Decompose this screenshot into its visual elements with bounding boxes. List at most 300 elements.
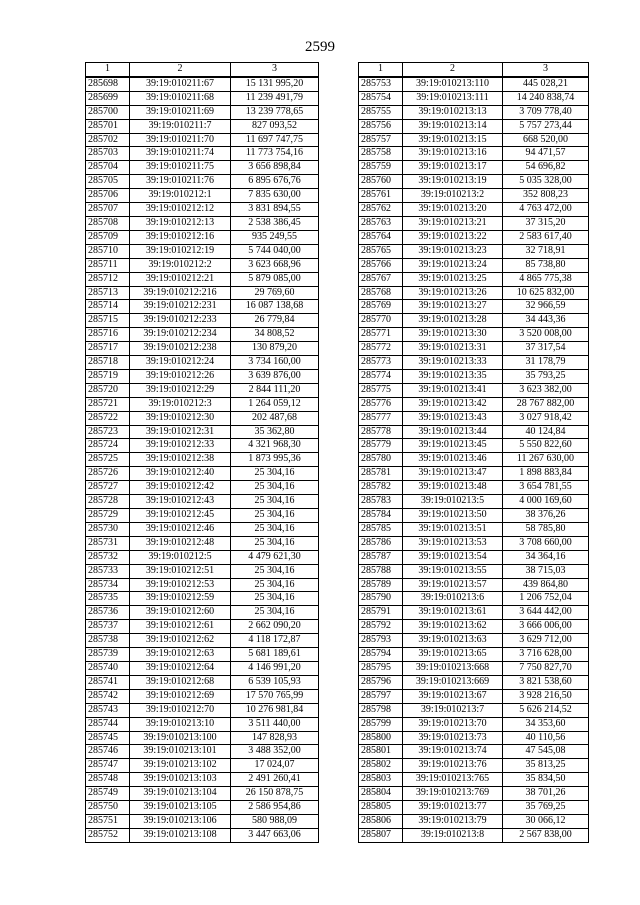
value-cell: 58 785,80 xyxy=(503,522,589,536)
table-row xyxy=(86,745,319,759)
value-cell: 25 304,16 xyxy=(231,592,319,606)
cadastral-number-cell: 39:19:010213:765 xyxy=(403,773,503,787)
record-number-cell: 285732 xyxy=(86,550,130,564)
table-row xyxy=(86,300,319,314)
table-row xyxy=(86,606,319,620)
cadastral-number-cell: 39:19:010212:53 xyxy=(130,578,231,592)
cadastral-number-cell: 39:19:010212:33 xyxy=(130,439,231,453)
record-number-cell: 285789 xyxy=(359,578,403,592)
table-row xyxy=(359,91,589,105)
record-number-cell: 285728 xyxy=(86,495,130,509)
cadastral-number-cell: 39:19:010213:6 xyxy=(403,592,503,606)
cadastral-number-cell: 39:19:010213:16 xyxy=(403,147,503,161)
record-number-cell: 285753 xyxy=(359,77,403,91)
cadastral-number-cell: 39:19:010212:29 xyxy=(130,383,231,397)
cadastral-number-cell: 39:19:010213:104 xyxy=(130,787,231,801)
value-cell: 130 879,20 xyxy=(231,342,319,356)
value-cell: 2 586 954,86 xyxy=(231,801,319,815)
table-row xyxy=(359,453,589,467)
cadastral-number-cell: 39:19:010212:59 xyxy=(130,592,231,606)
record-number-cell: 285805 xyxy=(359,801,403,815)
record-number-cell: 285771 xyxy=(359,328,403,342)
value-cell: 4 479 621,30 xyxy=(231,550,319,564)
data-table-left-body xyxy=(86,63,319,843)
value-cell: 3 027 918,42 xyxy=(503,411,589,425)
value-cell: 5 681 189,61 xyxy=(231,648,319,662)
value-cell: 3 511 440,00 xyxy=(231,717,319,731)
table-row xyxy=(359,272,589,286)
value-cell: 85 738,80 xyxy=(503,258,589,272)
value-cell: 4 000 169,60 xyxy=(503,495,589,509)
value-cell: 34 364,16 xyxy=(503,550,589,564)
record-number-cell: 285726 xyxy=(86,467,130,481)
record-number-cell: 285754 xyxy=(359,91,403,105)
value-cell: 37 317,54 xyxy=(503,342,589,356)
table-row xyxy=(359,620,589,634)
table-row xyxy=(359,397,589,411)
cadastral-number-cell: 39:19:010213:45 xyxy=(403,439,503,453)
value-cell: 5 757 273,44 xyxy=(503,119,589,133)
cadastral-number-cell: 39:19:010212:31 xyxy=(130,425,231,439)
record-number-cell: 285765 xyxy=(359,244,403,258)
table-row xyxy=(359,328,589,342)
table-row xyxy=(86,550,319,564)
column-header-1: 1 xyxy=(359,63,403,77)
value-cell: 5 626 214,52 xyxy=(503,703,589,717)
value-cell: 3 623 668,96 xyxy=(231,258,319,272)
cadastral-number-cell: 39:19:010212:16 xyxy=(130,230,231,244)
data-table-left xyxy=(85,62,319,843)
table-row xyxy=(359,814,589,828)
record-number-cell: 285733 xyxy=(86,564,130,578)
value-cell: 17 024,07 xyxy=(231,759,319,773)
record-number-cell: 285747 xyxy=(86,759,130,773)
data-table-right xyxy=(358,62,589,843)
cadastral-number-cell: 39:19:010211:74 xyxy=(130,147,231,161)
record-number-cell: 285749 xyxy=(86,787,130,801)
cadastral-number-cell: 39:19:010212:12 xyxy=(130,203,231,217)
cadastral-number-cell: 39:19:010213:110 xyxy=(403,77,503,91)
value-cell: 35 769,25 xyxy=(503,801,589,815)
table-row xyxy=(86,592,319,606)
value-cell: 935 249,55 xyxy=(231,230,319,244)
record-number-cell: 285795 xyxy=(359,661,403,675)
cadastral-number-cell: 39:19:010213:101 xyxy=(130,745,231,759)
table-row xyxy=(359,648,589,662)
table-row xyxy=(86,814,319,828)
table-row xyxy=(359,119,589,133)
cadastral-number-cell: 39:19:010213:48 xyxy=(403,481,503,495)
record-number-cell: 285784 xyxy=(359,509,403,523)
cadastral-number-cell: 39:19:010213:22 xyxy=(403,230,503,244)
cadastral-number-cell: 39:19:010212:62 xyxy=(130,634,231,648)
value-cell: 11 773 754,16 xyxy=(231,147,319,161)
value-cell: 25 304,16 xyxy=(231,522,319,536)
cadastral-number-cell: 39:19:010213:54 xyxy=(403,550,503,564)
value-cell: 25 304,16 xyxy=(231,481,319,495)
cadastral-number-cell: 39:19:010213:103 xyxy=(130,773,231,787)
cadastral-number-cell: 39:19:010213:41 xyxy=(403,383,503,397)
cadastral-number-cell: 39:19:010212:233 xyxy=(130,314,231,328)
record-number-cell: 285722 xyxy=(86,411,130,425)
cadastral-number-cell: 39:19:010212:64 xyxy=(130,661,231,675)
cadastral-number-cell: 39:19:010213:67 xyxy=(403,689,503,703)
table-row xyxy=(86,203,319,217)
cadastral-number-cell: 39:19:010212:42 xyxy=(130,481,231,495)
column-header-3: 3 xyxy=(231,63,319,77)
value-cell: 5 035 328,00 xyxy=(503,175,589,189)
record-number-cell: 285700 xyxy=(86,105,130,119)
column-header-2: 2 xyxy=(130,63,231,77)
value-cell: 7 835 630,00 xyxy=(231,189,319,203)
table-row xyxy=(86,731,319,745)
record-number-cell: 285721 xyxy=(86,397,130,411)
table-row xyxy=(359,689,589,703)
value-cell: 827 093,52 xyxy=(231,119,319,133)
record-number-cell: 285709 xyxy=(86,230,130,244)
cadastral-number-cell: 39:19:010212:234 xyxy=(130,328,231,342)
table-row xyxy=(86,133,319,147)
value-cell: 1 206 752,04 xyxy=(503,592,589,606)
cadastral-number-cell: 39:19:010213:46 xyxy=(403,453,503,467)
table-row xyxy=(359,356,589,370)
value-cell: 13 239 778,65 xyxy=(231,105,319,119)
table-row xyxy=(86,828,319,842)
cadastral-number-cell: 39:19:010212:43 xyxy=(130,495,231,509)
table-row xyxy=(86,564,319,578)
table-row xyxy=(359,536,589,550)
table-row xyxy=(86,91,319,105)
value-cell: 3 821 538,60 xyxy=(503,675,589,689)
table-row xyxy=(359,801,589,815)
cadastral-number-cell: 39:19:010212:40 xyxy=(130,467,231,481)
cadastral-number-cell: 39:19:010213:108 xyxy=(130,828,231,842)
record-number-cell: 285698 xyxy=(86,77,130,91)
table-row xyxy=(86,216,319,230)
record-number-cell: 285803 xyxy=(359,773,403,787)
record-number-cell: 285770 xyxy=(359,314,403,328)
value-cell: 3 644 442,00 xyxy=(503,606,589,620)
table-row xyxy=(86,773,319,787)
table-row xyxy=(359,105,589,119)
table-row xyxy=(86,481,319,495)
value-cell: 11 267 630,00 xyxy=(503,453,589,467)
cadastral-number-cell: 39:19:010213:111 xyxy=(403,91,503,105)
table-row xyxy=(86,230,319,244)
cadastral-number-cell: 39:19:010212:231 xyxy=(130,300,231,314)
value-cell: 35 793,25 xyxy=(503,369,589,383)
record-number-cell: 285729 xyxy=(86,509,130,523)
value-cell: 1 873 995,36 xyxy=(231,453,319,467)
value-cell: 14 240 838,74 xyxy=(503,91,589,105)
table-row xyxy=(359,773,589,787)
value-cell: 29 769,60 xyxy=(231,286,319,300)
record-number-cell: 285742 xyxy=(86,689,130,703)
table-row xyxy=(359,411,589,425)
cadastral-number-cell: 39:19:010211:75 xyxy=(130,161,231,175)
cadastral-number-cell: 39:19:010213:102 xyxy=(130,759,231,773)
table-row xyxy=(359,481,589,495)
cadastral-number-cell: 39:19:010212:21 xyxy=(130,272,231,286)
cadastral-number-cell: 39:19:010213:21 xyxy=(403,216,503,230)
table-row xyxy=(359,203,589,217)
table-row xyxy=(359,77,589,91)
value-cell: 3 623 382,00 xyxy=(503,383,589,397)
table-row xyxy=(86,634,319,648)
value-cell: 31 178,79 xyxy=(503,356,589,370)
record-number-cell: 285750 xyxy=(86,801,130,815)
table-row xyxy=(86,620,319,634)
table-row xyxy=(359,759,589,773)
value-cell: 3 666 006,00 xyxy=(503,620,589,634)
cadastral-number-cell: 39:19:010213:77 xyxy=(403,801,503,815)
cadastral-number-cell: 39:19:010213:19 xyxy=(403,175,503,189)
table-row xyxy=(86,675,319,689)
table-row xyxy=(359,369,589,383)
table-row xyxy=(86,286,319,300)
cadastral-number-cell: 39:19:010213:24 xyxy=(403,258,503,272)
value-cell: 15 131 995,20 xyxy=(231,77,319,91)
table-row xyxy=(86,175,319,189)
table-row xyxy=(359,286,589,300)
cadastral-number-cell: 39:19:010213:23 xyxy=(403,244,503,258)
record-number-cell: 285702 xyxy=(86,133,130,147)
cadastral-number-cell: 39:19:010213:100 xyxy=(130,731,231,745)
record-number-cell: 285703 xyxy=(86,147,130,161)
table-row xyxy=(86,689,319,703)
cadastral-number-cell: 39:19:010212:13 xyxy=(130,216,231,230)
cadastral-number-cell: 39:19:010212:48 xyxy=(130,536,231,550)
record-number-cell: 285759 xyxy=(359,161,403,175)
cadastral-number-cell: 39:19:010211:76 xyxy=(130,175,231,189)
cadastral-number-cell: 39:19:010212:69 xyxy=(130,689,231,703)
value-cell: 35 834,50 xyxy=(503,773,589,787)
record-number-cell: 285787 xyxy=(359,550,403,564)
record-number-cell: 285785 xyxy=(359,522,403,536)
value-cell: 26 779,84 xyxy=(231,314,319,328)
cadastral-number-cell: 39:19:010212:61 xyxy=(130,620,231,634)
cadastral-number-cell: 39:19:010213:769 xyxy=(403,787,503,801)
value-cell: 1 264 059,12 xyxy=(231,397,319,411)
record-number-cell: 285713 xyxy=(86,286,130,300)
cadastral-number-cell: 39:19:010212:19 xyxy=(130,244,231,258)
record-number-cell: 285757 xyxy=(359,133,403,147)
record-number-cell: 285786 xyxy=(359,536,403,550)
table-row xyxy=(86,105,319,119)
record-number-cell: 285743 xyxy=(86,703,130,717)
data-table-right-body xyxy=(359,63,589,843)
value-cell: 28 767 882,00 xyxy=(503,397,589,411)
cadastral-number-cell: 39:19:010213:50 xyxy=(403,509,503,523)
value-cell: 17 570 765,99 xyxy=(231,689,319,703)
table-row xyxy=(359,564,589,578)
table-row xyxy=(359,717,589,731)
value-cell: 3 928 216,50 xyxy=(503,689,589,703)
table-row xyxy=(359,189,589,203)
record-number-cell: 285756 xyxy=(359,119,403,133)
record-number-cell: 285719 xyxy=(86,369,130,383)
cadastral-number-cell: 39:19:010213:73 xyxy=(403,731,503,745)
value-cell: 147 828,93 xyxy=(231,731,319,745)
cadastral-number-cell: 39:19:010212:68 xyxy=(130,675,231,689)
cadastral-number-cell: 39:19:010211:69 xyxy=(130,105,231,119)
table-row xyxy=(359,606,589,620)
record-number-cell: 285712 xyxy=(86,272,130,286)
table-row xyxy=(86,397,319,411)
record-number-cell: 285791 xyxy=(359,606,403,620)
value-cell: 4 146 991,20 xyxy=(231,661,319,675)
record-number-cell: 285775 xyxy=(359,383,403,397)
cadastral-number-cell: 39:19:010213:668 xyxy=(403,661,503,675)
record-number-cell: 285777 xyxy=(359,411,403,425)
table-row xyxy=(359,509,589,523)
page-number: 2599 xyxy=(305,39,335,55)
record-number-cell: 285717 xyxy=(86,342,130,356)
cadastral-number-cell: 39:19:010213:42 xyxy=(403,397,503,411)
cadastral-number-cell: 39:19:010213:17 xyxy=(403,161,503,175)
value-cell: 6 539 105,93 xyxy=(231,675,319,689)
value-cell: 94 471,57 xyxy=(503,147,589,161)
table-row xyxy=(86,77,319,91)
table-row xyxy=(86,258,319,272)
table-row xyxy=(86,328,319,342)
cadastral-number-cell: 39:19:010212:5 xyxy=(130,550,231,564)
value-cell: 32 718,91 xyxy=(503,244,589,258)
cadastral-number-cell: 39:19:010213:669 xyxy=(403,675,503,689)
table-row xyxy=(359,703,589,717)
record-number-cell: 285738 xyxy=(86,634,130,648)
record-number-cell: 285706 xyxy=(86,189,130,203)
value-cell: 37 315,20 xyxy=(503,216,589,230)
cadastral-number-cell: 39:19:010212:1 xyxy=(130,189,231,203)
cadastral-number-cell: 39:19:010213:20 xyxy=(403,203,503,217)
record-number-cell: 285804 xyxy=(359,787,403,801)
record-number-cell: 285779 xyxy=(359,439,403,453)
cadastral-number-cell: 39:19:010213:33 xyxy=(403,356,503,370)
record-number-cell: 285758 xyxy=(359,147,403,161)
record-number-cell: 285714 xyxy=(86,300,130,314)
record-number-cell: 285735 xyxy=(86,592,130,606)
cadastral-number-cell: 39:19:010213:13 xyxy=(403,105,503,119)
record-number-cell: 285800 xyxy=(359,731,403,745)
table-row xyxy=(86,522,319,536)
record-number-cell: 285790 xyxy=(359,592,403,606)
table-row xyxy=(359,828,589,842)
record-number-cell: 285799 xyxy=(359,717,403,731)
record-number-cell: 285715 xyxy=(86,314,130,328)
value-cell: 445 028,21 xyxy=(503,77,589,91)
table-row xyxy=(359,425,589,439)
value-cell: 439 864,80 xyxy=(503,578,589,592)
cadastral-number-cell: 39:19:010212:51 xyxy=(130,564,231,578)
table-row xyxy=(86,509,319,523)
record-number-cell: 285705 xyxy=(86,175,130,189)
cadastral-number-cell: 39:19:010212:24 xyxy=(130,356,231,370)
cadastral-number-cell: 39:19:010213:26 xyxy=(403,286,503,300)
value-cell: 3 654 781,55 xyxy=(503,481,589,495)
record-number-cell: 285748 xyxy=(86,773,130,787)
cadastral-number-cell: 39:19:010211:70 xyxy=(130,133,231,147)
cadastral-number-cell: 39:19:010213:63 xyxy=(403,634,503,648)
record-number-cell: 285755 xyxy=(359,105,403,119)
table-row xyxy=(359,439,589,453)
cadastral-number-cell: 39:19:010213:44 xyxy=(403,425,503,439)
table-row xyxy=(86,495,319,509)
table-row xyxy=(359,342,589,356)
cadastral-number-cell: 39:19:010213:53 xyxy=(403,536,503,550)
table-row xyxy=(359,661,589,675)
value-cell: 40 110,56 xyxy=(503,731,589,745)
value-cell: 668 520,00 xyxy=(503,133,589,147)
cadastral-number-cell: 39:19:010212:2 xyxy=(130,258,231,272)
cadastral-number-cell: 39:19:010212:38 xyxy=(130,453,231,467)
record-number-cell: 285707 xyxy=(86,203,130,217)
table-row xyxy=(86,356,319,370)
value-cell: 32 966,59 xyxy=(503,300,589,314)
header-row xyxy=(86,63,319,77)
value-cell: 3 831 894,55 xyxy=(231,203,319,217)
cadastral-number-cell: 39:19:010213:61 xyxy=(403,606,503,620)
cadastral-number-cell: 39:19:010213:55 xyxy=(403,564,503,578)
cadastral-number-cell: 39:19:010213:8 xyxy=(403,828,503,842)
value-cell: 10 625 832,00 xyxy=(503,286,589,300)
value-cell: 7 750 827,70 xyxy=(503,661,589,675)
table-row xyxy=(359,578,589,592)
value-cell: 2 844 111,20 xyxy=(231,383,319,397)
record-number-cell: 285716 xyxy=(86,328,130,342)
table-row xyxy=(359,175,589,189)
value-cell: 26 150 878,75 xyxy=(231,787,319,801)
cadastral-number-cell: 39:19:010213:28 xyxy=(403,314,503,328)
cadastral-number-cell: 39:19:010212:30 xyxy=(130,411,231,425)
cadastral-number-cell: 39:19:010212:3 xyxy=(130,397,231,411)
cadastral-number-cell: 39:19:010213:70 xyxy=(403,717,503,731)
record-number-cell: 285767 xyxy=(359,272,403,286)
table-row xyxy=(86,703,319,717)
cadastral-number-cell: 39:19:010213:5 xyxy=(403,495,503,509)
record-number-cell: 285741 xyxy=(86,675,130,689)
table-row xyxy=(359,634,589,648)
record-number-cell: 285720 xyxy=(86,383,130,397)
table-row xyxy=(359,161,589,175)
cadastral-number-cell: 39:19:010212:60 xyxy=(130,606,231,620)
table-row xyxy=(359,258,589,272)
record-number-cell: 285725 xyxy=(86,453,130,467)
table-row xyxy=(86,189,319,203)
value-cell: 16 087 138,68 xyxy=(231,300,319,314)
value-cell: 4 865 775,38 xyxy=(503,272,589,286)
value-cell: 2 538 386,45 xyxy=(231,216,319,230)
header-row xyxy=(359,63,589,77)
value-cell: 3 520 008,00 xyxy=(503,328,589,342)
table-row xyxy=(359,230,589,244)
record-number-cell: 285796 xyxy=(359,675,403,689)
record-number-cell: 285739 xyxy=(86,648,130,662)
cadastral-number-cell: 39:19:010213:14 xyxy=(403,119,503,133)
cadastral-number-cell: 39:19:010213:62 xyxy=(403,620,503,634)
cadastral-number-cell: 39:19:010212:45 xyxy=(130,509,231,523)
cadastral-number-cell: 39:19:010211:68 xyxy=(130,91,231,105)
value-cell: 25 304,16 xyxy=(231,495,319,509)
value-cell: 352 808,23 xyxy=(503,189,589,203)
value-cell: 34 353,60 xyxy=(503,717,589,731)
table-row xyxy=(86,244,319,258)
value-cell: 34 808,52 xyxy=(231,328,319,342)
table-row xyxy=(86,383,319,397)
record-number-cell: 285699 xyxy=(86,91,130,105)
record-number-cell: 285798 xyxy=(359,703,403,717)
cadastral-number-cell: 39:19:010213:74 xyxy=(403,745,503,759)
